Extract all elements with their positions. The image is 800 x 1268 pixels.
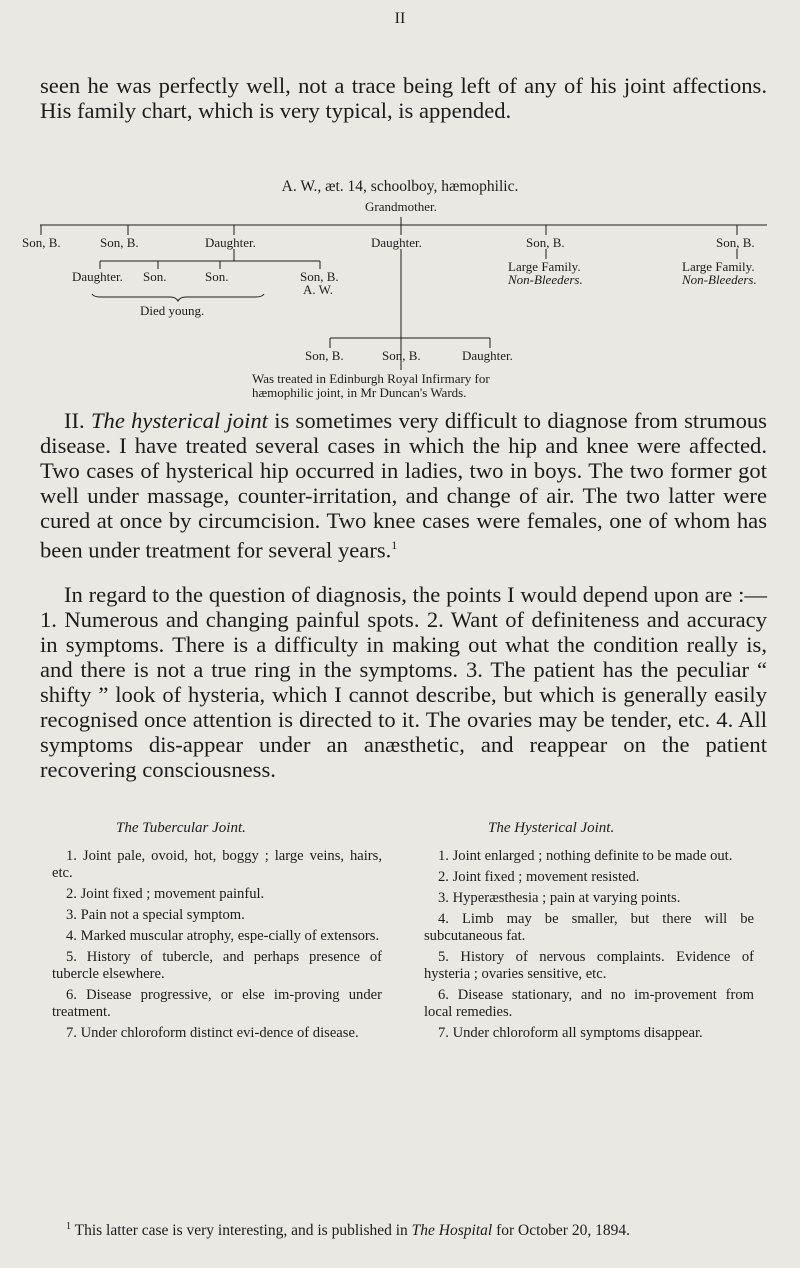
d2-son-b-2: Son, B.: [382, 348, 421, 363]
hysterical-column: [424, 848, 754, 1046]
page-number: II: [394, 10, 406, 27]
hysterical-item: 6. Disease stationary, and no im-provement from local remedies.: [424, 987, 754, 1020]
tubercular-item: 2. Joint fixed ; movement painful.: [66, 886, 265, 902]
large-family-1: Large Family.: [508, 259, 581, 274]
tubercular-item: 6. Disease progressive, or else im-proving under treatment.: [52, 987, 382, 1020]
grandchild-son-1: Son.: [143, 269, 167, 284]
tubercular-item: 7. Under chloroform distinct evi-dence of disease.: [66, 1025, 359, 1041]
hysterical-title: The Hysterical Joint.: [488, 820, 615, 836]
grandmother-label: Grandmother.: [365, 199, 437, 214]
grandchild-aw: A. W.: [303, 282, 333, 297]
chart-caption: A. W., æt. 14, schoolboy, hæmophilic.: [281, 178, 519, 195]
footnote-italic: The Hospital: [411, 1222, 493, 1240]
section-ii-prefix: II.: [64, 408, 91, 433]
d2-son-b-1: Son, B.: [305, 348, 344, 363]
non-bleeders-2: Non-Bleeders.: [682, 272, 757, 287]
footnote-text-a: This latter case is very interesting, and is published in: [74, 1222, 412, 1240]
child-daughter-2: Daughter.: [371, 235, 422, 250]
hysterical-item: 1. Joint enlarged ; nothing definite to be made out.: [438, 848, 733, 864]
footnote-text-b: for October 20, 1894.: [492, 1222, 630, 1240]
hysterical-item: 5. History of nervous complaints. Evidence of hysteria ; ovaries sensitive, etc.: [424, 949, 754, 982]
large-family-2: Large Family.: [682, 259, 755, 274]
hysterical-item: 3. Hyperæsthesia ; pain at varying points.: [438, 890, 681, 906]
child-son-b-1: [22, 236, 61, 250]
tubercular-column: [52, 848, 382, 1046]
hysterical-item: 2. Joint fixed ; movement resisted.: [438, 869, 640, 885]
diagnosis-paragraph: In regard to the question of diagnosis, the points I would depend upon are :—1. Numerous and changing painful spots. 2. Want of definiteness and accuracy in symptoms. There is a difficulty in making out what the condition really is, and there is not a true ring in the symptoms. 3. The patient has the peculiar “ shifty ” look of hysteria, which I cannot describe, but which is generally easily recognised once attention is directed to it. The ovaries may be tender, etc. 4. All symptoms dis-appear under an anæsthetic, and reappear on the patient recovering consciousness.: [40, 582, 767, 782]
child-son-b-1-text: Son, B.: [22, 235, 61, 250]
tubercular-title: The Tubercular Joint.: [116, 820, 246, 836]
child-daughter-1: Daughter.: [205, 235, 256, 250]
child-son-b-3: Son, B.: [526, 235, 565, 250]
grandchild-son-b: Son, B.: [300, 269, 339, 284]
intro-paragraph: seen he was perfectly well, not a trace being left of any of his joint affections. His family chart, which is very typical, is appended.: [40, 73, 767, 123]
child-son-b-2: Son, B.: [100, 235, 139, 250]
d2-daughter: Daughter.: [462, 348, 513, 363]
grandchild-son-2: Son.: [205, 269, 229, 284]
section-ii-paragraph: [40, 408, 767, 563]
died-young-note: Died young.: [140, 303, 205, 318]
child-son-b-4: Son, B.: [716, 235, 755, 250]
section-ii-text: is sometimes very difficult to diagnose from strumous disease. I have treated several cases in which the hip and knee were affected. Two cases of hysterical hip occurred in ladies, two in boys. The two former got well under massage, counter-irritation, and change of air. The two latter were cured at once by circumcision. Two knee cases were females, one of whom has been under treatment for several years.: [40, 408, 767, 563]
section-ii-heading: The hysterical joint: [90, 408, 268, 433]
tubercular-item: 5. History of tubercle, and perhaps presence of tubercle elsewhere.: [52, 949, 382, 982]
footnote-ref: 1: [391, 538, 398, 552]
tubercular-item: 4. Marked muscular atrophy, espe-cially of extensors.: [66, 928, 380, 944]
hysterical-item: 7. Under chloroform all symptoms disappear.: [438, 1025, 703, 1041]
hysterical-item: 4. Limb may be smaller, but there will be subcutaneous fat.: [424, 911, 754, 944]
non-bleeders-1: Non-Bleeders.: [508, 272, 583, 287]
treated-note: Was treated in Edinburgh Royal Infirmary for hæmophilic joint, in Mr Duncan's Wards.: [252, 371, 490, 400]
footnote: [52, 1218, 772, 1239]
tubercular-item: 3. Pain not a special symptom.: [66, 907, 245, 923]
tubercular-item: 1. Joint pale, ovoid, hot, boggy ; large veins, hairs, etc.: [52, 848, 382, 881]
footnote-marker: 1: [66, 1221, 71, 1232]
grandchild-daughter: Daughter.: [72, 269, 123, 284]
